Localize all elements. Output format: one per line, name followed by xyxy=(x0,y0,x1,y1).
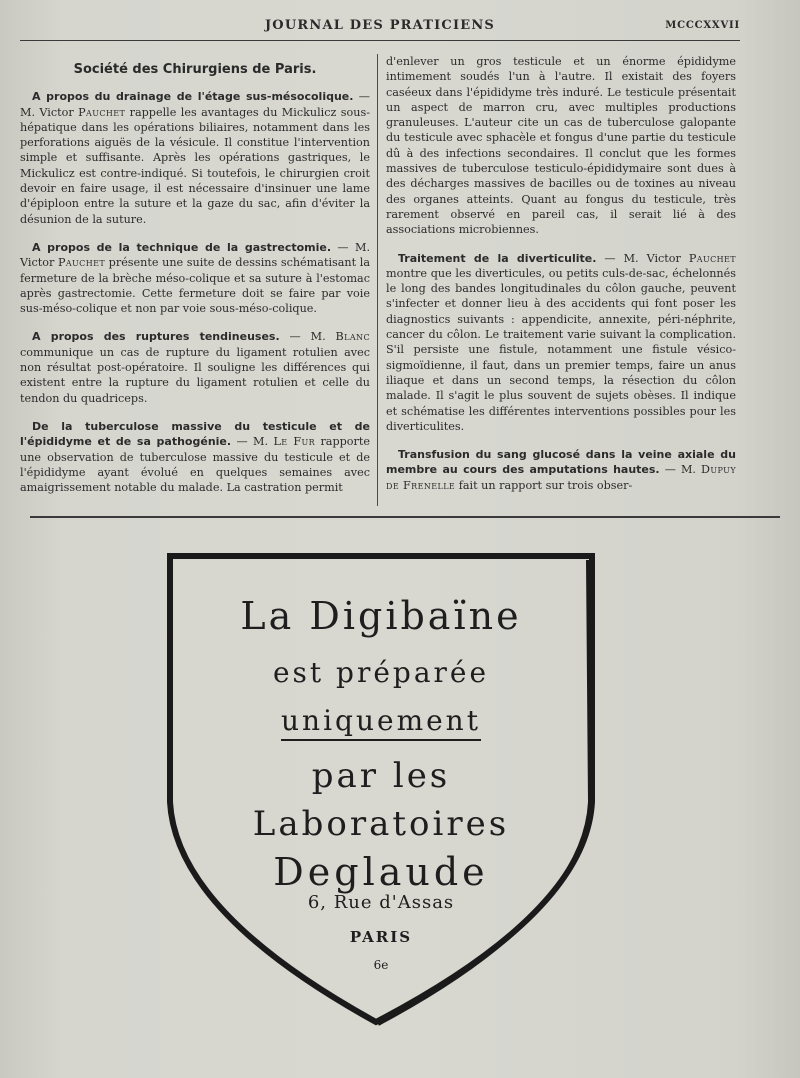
ad-arrondissement: 6e xyxy=(373,958,389,972)
article-dash: — M. xyxy=(231,435,274,449)
article-dash: — M. Victor xyxy=(20,90,370,119)
advertisement-separator xyxy=(30,516,780,518)
article-dash: — M. xyxy=(659,463,702,477)
column-divider xyxy=(377,54,378,506)
section-title: Société des Chirurgiens de Paris. xyxy=(73,62,317,77)
author-name: Pauchet xyxy=(78,105,126,119)
journal-title: JOURNAL DES PRATICIENS xyxy=(264,18,496,33)
ad-company-name: Deglaude xyxy=(273,850,489,894)
article-dash: — M. Victor xyxy=(20,240,370,270)
article-body: communique un cas de rupture du ligament rotulien avec non résultat post-opératoire. Il souligne les différences qui existent entre la rupture du ligament rotulien et celle du tendon du quadriceps. xyxy=(20,345,370,405)
ad-address: 6, Rue d'Assas xyxy=(307,892,455,913)
article-rubric: Transfusion du sang glucosé dans la veine axiale du membre au cours des amputations hautes. xyxy=(386,448,736,477)
article-gastrectomie xyxy=(20,240,370,316)
ad-underlined-word: uniquement xyxy=(281,704,481,741)
article-rubric: A propos des ruptures tendineuses. xyxy=(32,330,280,344)
author-name: Blanc xyxy=(335,330,370,344)
article-dash: — M. xyxy=(279,330,336,344)
author-name: Pauchet xyxy=(57,256,106,270)
article-rubric: A propos de la technique de la gastrectomie. xyxy=(32,240,332,254)
ad-line-prepared: est préparée xyxy=(272,656,490,689)
running-head xyxy=(20,14,740,41)
article-rubric: A propos du drainage de l'étage sus-mésocolique. xyxy=(32,90,354,104)
author-name: Pauchet xyxy=(688,251,736,265)
ad-line-par-les: par les xyxy=(311,756,451,796)
article-tuberculose xyxy=(20,419,370,495)
article-dash: — M. Victor xyxy=(596,251,689,265)
page-number: MCCCXXVII xyxy=(665,20,740,31)
article-transfusion xyxy=(386,447,736,493)
article-body: d'enlever un gros testicule et un énorme épididyme intimement soudés l'un à l'autre. Il existait des foyers caséeux dans l'épididyme très induré. Le testicule présentait un aspect de marron cru, avec multiples productions granuleuses. L'auteur cite un cas de tuberculose galopante du testicule avec sphacèle et fongus d'une partie du testicule dû à des infections secondaires. Il conclut que les formes massives de tuberculose testiculo-épididymaire sont dues à des décharges massives de bacilles ou de toxines au niveau des organes atteints. Quant au fongus du testicule, très rarement observé en pareil cas, il serait lié à des associations microbiennes. xyxy=(386,55,736,237)
article-ruptures xyxy=(20,329,370,405)
article-diverticulite xyxy=(386,251,736,435)
article-body: présente une suite de dessins schématisant la fermeture de la brèche méso-colique et sa suture à l'estomac après gastrectomie. Cette fermeture doit se faire par voie sus-méso-colique et non par voie sous-méso-colique. xyxy=(20,256,370,316)
ad-line-uniquement xyxy=(166,704,596,737)
author-name: Le Fur xyxy=(273,435,316,449)
article-rubric: Traitement de la diverticulite. xyxy=(398,251,597,265)
article-body: rapporte une observation de tuberculose massive du testicule et de l'épididyme ayant évolué en quelques semaines avec amaigrissement notable du malade. La castration permit xyxy=(20,435,370,495)
article-body: rappelle les avantages du Mickulicz sous-hépatique dans les opérations biliaires, notamment dans les perforations aiguës de la vésicule. Il constitue l'intervention simple et suffisante. Après les opérations gastriques, le Mickulicz est contre-indiqué. Si toutefois, le chirurgien croit devoir en faire usage, il est nécessaire d'insinuer une lame d'épiploon entre la suture et la gaze du sac, afin d'éviter la désunion de la suture. xyxy=(20,105,370,226)
left-column xyxy=(20,54,370,508)
right-column xyxy=(386,54,736,506)
article-tuberculose-continued xyxy=(386,54,736,238)
digibaine-advertisement xyxy=(166,552,596,1032)
article-columns xyxy=(20,54,740,504)
ad-city: PARIS xyxy=(349,928,413,946)
article-body: fait un rapport sur trois obser- xyxy=(455,478,633,492)
ad-product-name: La Digibaïne xyxy=(240,594,522,638)
article-drainage xyxy=(20,89,370,227)
author-name: Dupuy de Frenelle xyxy=(386,463,737,492)
article-rubric: De la tuberculose massive du testicule et de l'épididyme et de sa pathogénie. xyxy=(20,419,370,449)
ad-line-laboratoires: Laboratoires xyxy=(252,804,510,844)
article-body: montre que les diverticules, ou petits culs-de-sac, échelonnés le long des bandes longitudinales du côlon gauche, peuvent s'infecter et donner lieu à des accidents qui font poser les diagnostics suivants : appendicite, annexite, péri-néphrite, cancer du côlon. Le traitement varie suivant la complication. S'il persiste une fistule, notamment une fistule vésico-sigmoïdienne, il faut, dans un premier temps, faire un anus iliaque et dans un second temps, la résection du côlon malade. Il s'agit le plus souvent de sujets obèses. Il indique et schématise les différentes interventions possibles pour les diverticulites. xyxy=(386,266,736,433)
